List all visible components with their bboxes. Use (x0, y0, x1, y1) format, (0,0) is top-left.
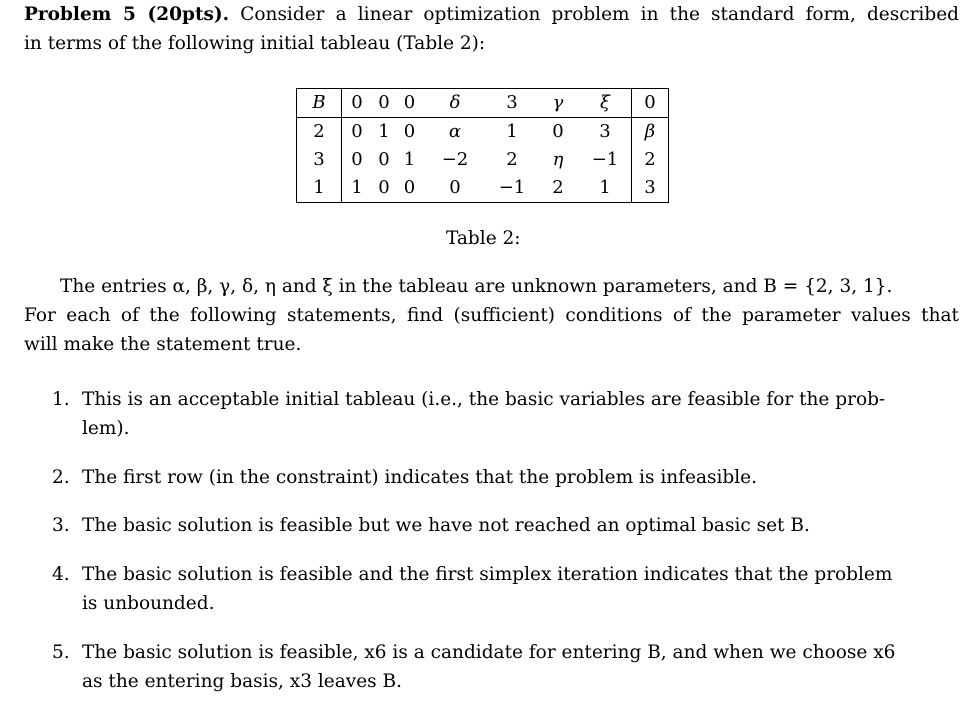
tableau-cell: 1 (579, 174, 632, 203)
problem-title: Problem 5 (20pts). (24, 4, 230, 25)
tableau-cell: 0 (552, 121, 564, 142)
tableau-cell: 1 (506, 121, 518, 142)
problem-intro-line-2: in terms of the following initial tableau (Table 2): (24, 33, 486, 54)
tableau-cell: 0 (372, 89, 396, 118)
tableau-cell: 0 (351, 121, 363, 142)
tableau-cell: δ (423, 89, 487, 118)
tableau-cell: 2 (506, 149, 518, 170)
paragraph-line-2: For each of the following statements, find (sufficient) conditions of the parameter values that (24, 305, 959, 326)
list-item-line-2: as the entering basis, x3 leaves B. (82, 671, 402, 692)
list-item-line-1: The basic solution is feasible and the first simplex iteration indicates that the problem (82, 564, 893, 585)
tableau-cell: 3 (579, 118, 632, 147)
tableau-row (297, 174, 669, 203)
tableau-cell: η (552, 149, 564, 170)
list-item-number: 3. (52, 515, 70, 536)
table-caption: Table 2: (446, 228, 521, 249)
list-item-line-2: lem). (82, 418, 130, 439)
tableau-row-header (297, 89, 669, 118)
tableau-cell: 0 (403, 121, 416, 142)
tableau-cell: 3 (644, 177, 656, 198)
list-item-line-1: The basic solution is feasible, x6 is a candidate for entering B, and when we choose x6 (82, 642, 896, 663)
tableau-cell: −1 (579, 146, 632, 174)
tableau-cell: 0 (378, 149, 390, 170)
list-item-number: 4. (52, 564, 70, 585)
tableau-cell: 1 (378, 121, 390, 142)
tableau-cell: α (448, 121, 462, 142)
list-item-number: 5. (52, 642, 70, 663)
tableau-cell: 2 (297, 118, 342, 147)
paragraph-line-3: will make the statement true. (24, 334, 302, 355)
tableau-cell: 1 (351, 177, 363, 198)
list-item-number: 2. (52, 467, 70, 488)
tableau-cell: 1 (297, 174, 342, 203)
tableau-cell: γ (537, 89, 579, 118)
tableau-cell: 0 (449, 177, 461, 198)
tableau-row (297, 118, 669, 147)
tableau-cell: 3 (297, 146, 342, 174)
tableau-cell: 0 (378, 177, 390, 198)
problem-intro-line-1 (24, 4, 959, 25)
tableau-cell: 1 (403, 149, 416, 170)
tableau-cell: 0 (403, 177, 416, 198)
tableau-cell: 2 (552, 177, 564, 198)
tableau-cell: ξ (579, 89, 632, 118)
list-item-line-1: The first row (in the constraint) indicates that the problem is infeasible. (82, 467, 757, 488)
list-item-number: 1. (52, 389, 70, 410)
tableau-cell: −1 (498, 177, 526, 198)
tableau-row (297, 146, 669, 174)
tableau-cell: 0 (632, 89, 669, 118)
tableau-cell: 0 (351, 149, 363, 170)
tableau-cell: B (297, 89, 342, 118)
problem-intro-text: Consider a linear optimization problem in the standard form, described (240, 4, 959, 25)
tableau-cell: 3 (487, 89, 537, 118)
list-item-line-2: is unbounded. (82, 593, 215, 614)
tableau-cell: 2 (644, 149, 656, 170)
tableau-cell: β (644, 121, 656, 142)
tableau-cell: −2 (441, 149, 469, 170)
tableau-cell: 0 (396, 89, 423, 118)
paragraph-line-1: The entries α, β, γ, δ, η and ξ in the tableau are unknown parameters, and B = {2, 3, 1}. (60, 276, 893, 297)
list-item-line-1: The basic solution is feasible but we have not reached an optimal basic set B. (82, 515, 810, 536)
simplex-tableau (296, 88, 669, 203)
tableau-cell: 0 (342, 89, 373, 118)
list-item-line-1: This is an acceptable initial tableau (i.e., the basic variables are feasible for the prob- (82, 389, 886, 410)
